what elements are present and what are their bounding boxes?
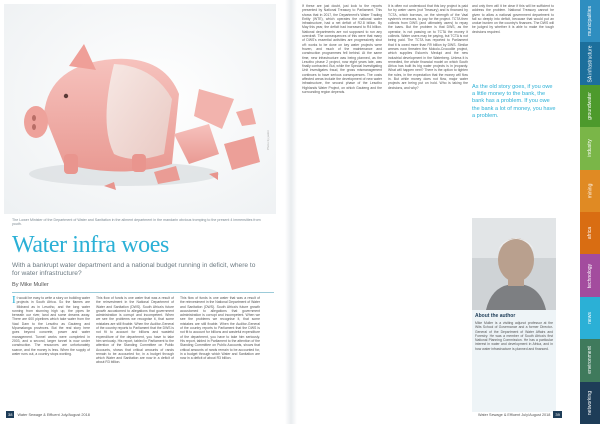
section-tab[interactable] [580, 212, 600, 254]
author-box [472, 218, 556, 412]
body-text: t would be easy to write a story on building water projects in South Africa. So the flames are Midrand as in Lesotho, and the long water running from stunning high up, the pipes lie beneath our river, land and some dreams away. There are 600 pipelines which take water from the Vaal Dam to the Lesotho as Gauteng and Mpumalanga provinces. But the real story here goes beyond concrete, power and water management. Tunnel works were completed in 2003, and a second, larger tunnel is now under construction. The resources are unfortunately scarce, and the money is less. When the supply of water runs out, a country stops working. [12, 296, 90, 356]
section-tab-label: africa [586, 227, 593, 240]
page-gutter [285, 0, 297, 424]
section-tab[interactable] [580, 382, 600, 424]
drop-cap: I [12, 294, 16, 306]
body-column-5 [388, 4, 468, 90]
body-column-3 [180, 296, 260, 360]
pull-quote: As the old story goes, if you owe a little money to the bank, the bank has a problem. If you owe the bank a lot of money, you have a problem. [472, 84, 556, 119]
section-tab[interactable] [580, 42, 600, 84]
author-photo [472, 218, 556, 310]
body-text: This flow of funds is one water that was a result of the reinvestment in the National Department of Water and Sanitation (DWS). South Africa's future growth accustomed to allegations that government administration is corrupt and incompetent. When we see the problems we recognise it, that some mistakes are still fixable. When the Auditor-General of the country reports to Parliament that the DWS is not fit to account for billions and wasteful expenditure of the department, you have to take him seriously. His report, tabled in Parliament to the attention of the Standing Committee on Public Accounts, shows that critical amounts of rands remain to be accounted for, in a budget through which Water and Sanitation are now in a deficit of about R3 billion. [96, 296, 174, 365]
headline-rule [12, 292, 274, 293]
section-tabs [580, 0, 600, 424]
folio-right [478, 411, 562, 418]
section-tab-label: technology [587, 263, 593, 288]
section-tab-label: mining [586, 183, 593, 199]
author-bio: Mike Muller is a visiting adjunct professor at the Wits School of Governance and a former Director-General of the Department of Water Affairs and Forestry. He was a member of South Africa's first National Planning Commission. He has a particular interest in water and development in Africa, and in how water infrastructure is planned and financed. [475, 321, 553, 351]
section-tab[interactable] [580, 85, 600, 127]
section-tab-label: groundwater [587, 92, 594, 120]
folio-title: Water Sewage & Effluent July/August 2018 [478, 412, 551, 417]
section-tab-label: environment [587, 346, 594, 375]
page-number: 38 [8, 412, 13, 417]
section-tab[interactable] [580, 127, 600, 169]
section-tab[interactable] [580, 0, 600, 42]
body-text: This flow of funds is one water that was a result of the reinvestment in the National Department of Water and Sanitation (DWS). South Africa's future growth accustomed to allegations that government administration is corrupt and incompetent. When we see the problems we recognise it, that some mistakes are still fixable. When the Auditor-General of the country reports to Parliament that the DWS is not fit to account for billions and wasteful expenditure of the department, you have to take him seriously. His report, tabled in Parliament to the attention of the Standing Committee on Public Accounts, shows that critical amounts of rands remain to be accounted for, in a budget through which Water and Sanitation are now in a deficit of about R3 billion. [180, 296, 260, 361]
folio-left [6, 411, 90, 418]
folio-title: Water Sewage & Effluent July/August 2018 [17, 412, 90, 417]
body-column-1 [12, 296, 90, 356]
section-tab-label: industry [586, 139, 593, 158]
section-tab-label: networking [587, 390, 593, 415]
body-text: It is often not understood that this key project is paid for by water users (not Treasury) and is financed by TCTA, which borrows, on the strength of the Vaal system's revenues, to pay for the project. TCTA then collects from DWS (and ultimately users) to repay the loans. But the problem is that DWS, as the operator, is not passing on to TCTA the money it collects. Water users may be paying, but TCTA is not being paid. The TCTA has reported to Parliament that it is owed more than R9 billion by DWS. Similar arrears now threaten the Mokolo-Crocodile project, which supplies Eskom's Medupi and the new industrial development in the Waterberg. Unless it is remedied, the whole financial model on which South Africa has built its big water projects is in jeopardy. What will happen next? There is the option to tighten the rules, in the expectation that the money will flow in. But while money does not flow, major water projects are being put on hold. Who is taking the decisions, and why? [388, 4, 468, 90]
section-tab-label: municipalities [587, 6, 594, 37]
body-column-2 [96, 296, 174, 365]
section-tab[interactable] [580, 339, 600, 381]
body-text: If these are just doubt, just look to the reports presented by National Treasury to Parliament. This shows that in 2017, the Department's Water Trading Entity (WTE), which operates the national water infrastructure, had a net deficit of R2.8 billion. By May this year, the deficit had increased to R4 billion. National departments are not supposed to run any overdraft. The consequences of this were that many of DWS's essential activities are progressively shut off: works to be done on key water projects were frozen, and much of the maintenance and construction programmes fell behind. At the same time, new infrastructure was being planned, as the Lesotho phase 2 project, now eight years late, was finally contracted. But, while the Special Investigating Unit investigates fraud, the gross mismanagement continues to have serious consequences. The costs affected areas include the development of new water infrastructure, the second phase of the Lesotho Highlands Water Project, on which Gauteng and the surrounding region depends. [302, 4, 382, 94]
section-tab-label: news [587, 312, 593, 324]
photo-caption: The Lower Minister of the Department of Water and Sanitation in the ailment department in the mandarin obvious tromping to the present 4 immensities from youth. [12, 218, 261, 227]
page-number: 39 [555, 412, 560, 417]
section-tab[interactable] [580, 254, 600, 296]
body-text: and only then will it be clear if this will be sufficient to address the problem. National Treasury cannot be given to allow a national government department to fall so deeply into deficit, because that would put an undue burden on the country's finances. The DWS will be judged by whether it is able to make the tough decisions required. [472, 4, 554, 34]
article-headline: Water infra woes [12, 232, 169, 258]
section-tab-label: SA infrastructure [587, 45, 593, 83]
author-heading: About the author [475, 313, 516, 319]
body-column-6 [472, 4, 554, 34]
piggy-bank-photo [4, 4, 276, 214]
article-standfirst: With a bankrupt water department and a national budget running in deficit, where to for water infrastructure? [12, 262, 256, 278]
photo-credit: Photo by jasbir [266, 130, 270, 150]
article-byline: By Mike Muller [12, 282, 49, 288]
section-tab[interactable] [580, 297, 600, 339]
section-tab[interactable] [580, 170, 600, 212]
body-column-4 [302, 4, 382, 94]
